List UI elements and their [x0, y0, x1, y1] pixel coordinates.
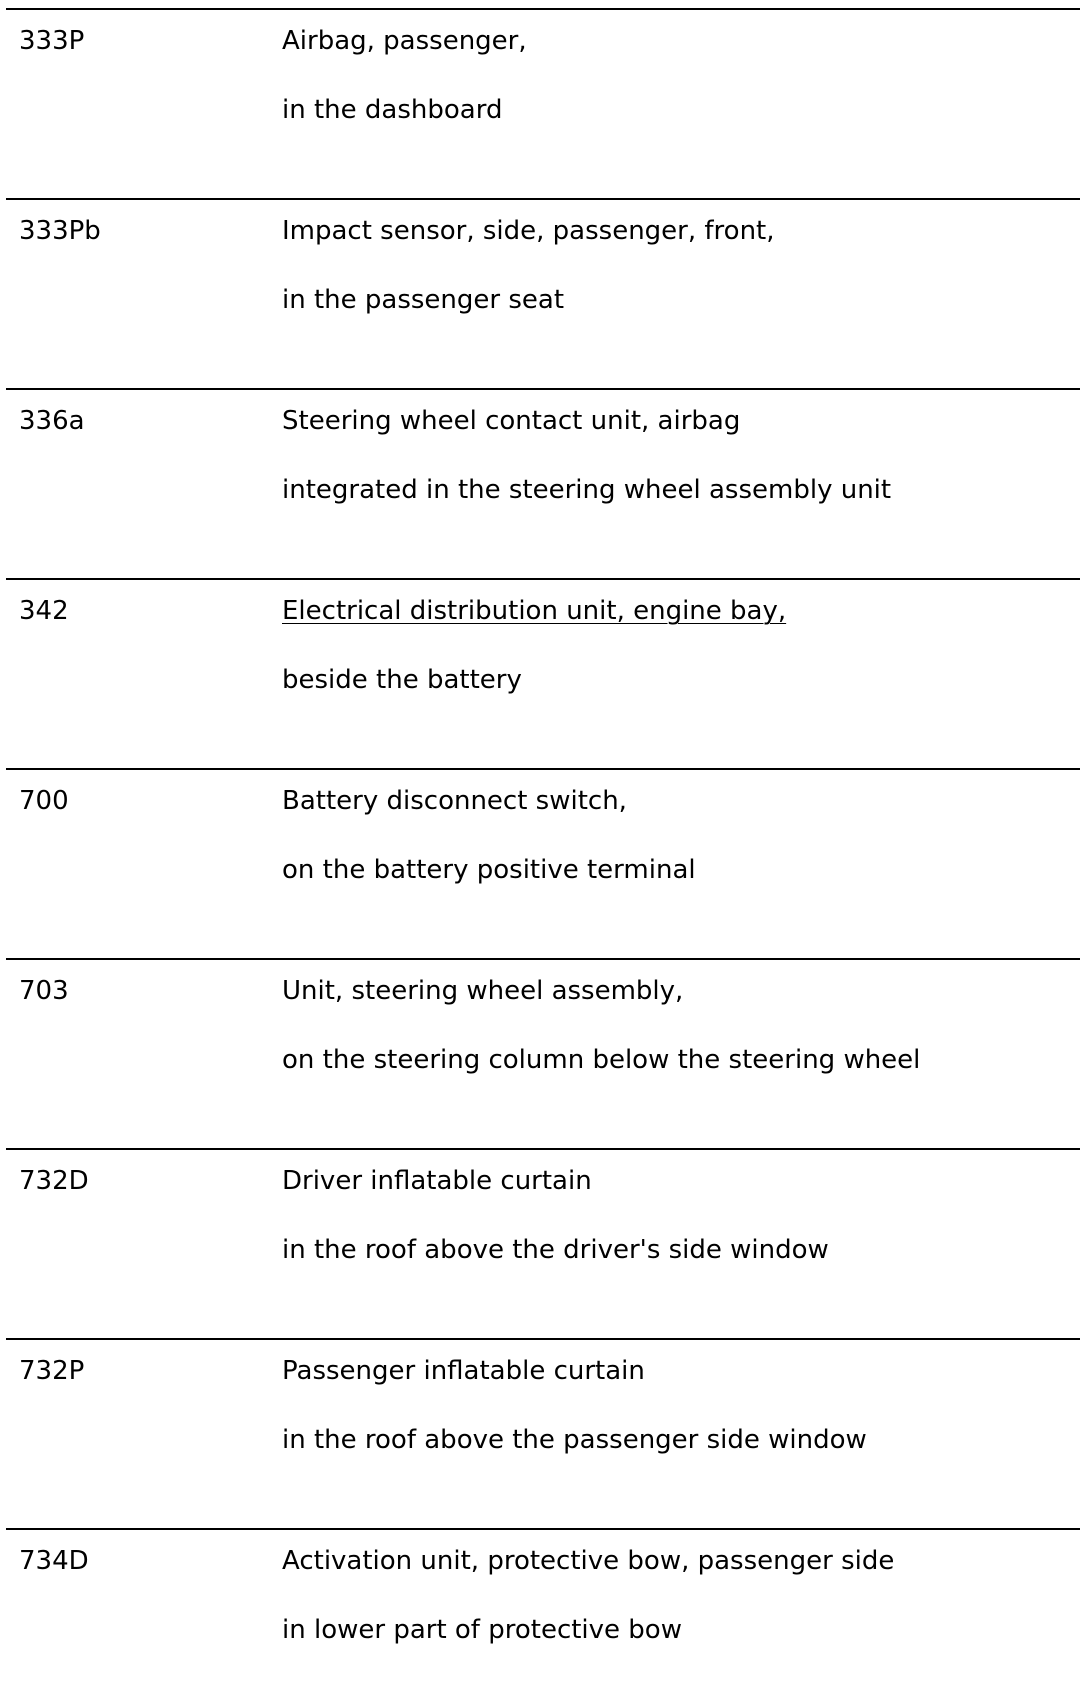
table-row [6, 8, 1080, 200]
component-location: on the steering column below the steering wheel [282, 1045, 921, 1075]
component-description: Steering wheel contact unit, airbag [282, 406, 741, 436]
table-row [6, 1148, 1080, 1340]
component-description: Electrical distribution unit, engine bay, [282, 596, 787, 626]
component-description: Driver inflatable curtain [282, 1166, 592, 1196]
table-row [6, 198, 1080, 390]
component-code: 732D [19, 1166, 89, 1196]
component-location: in the passenger seat [282, 285, 565, 315]
table-row [6, 768, 1080, 960]
component-location: in the roof above the driver's side window [282, 1235, 829, 1265]
table-row [6, 388, 1080, 580]
table-row [6, 578, 1080, 770]
component-description: Impact sensor, side, passenger, front, [282, 216, 775, 246]
component-description: Battery disconnect switch, [282, 786, 627, 816]
table-row [6, 1338, 1080, 1530]
component-location: on the battery positive terminal [282, 855, 696, 885]
component-description: Airbag, passenger, [282, 26, 527, 56]
table-row [6, 1528, 1080, 1688]
component-code: 732P [19, 1356, 85, 1386]
component-code: 734D [19, 1546, 89, 1576]
component-code: 342 [19, 596, 69, 626]
component-description: Activation unit, protective bow, passenger side [282, 1546, 895, 1576]
component-code: 700 [19, 786, 69, 816]
component-code: 333P [19, 26, 85, 56]
component-location: in the roof above the passenger side window [282, 1425, 867, 1455]
component-code: 703 [19, 976, 69, 1006]
component-location: beside the battery [282, 665, 522, 695]
component-description: Passenger inflatable curtain [282, 1356, 645, 1386]
component-code: 333Pb [19, 216, 101, 246]
table-row [6, 958, 1080, 1150]
component-description: Unit, steering wheel assembly, [282, 976, 684, 1006]
component-code: 336a [19, 406, 85, 436]
component-location: integrated in the steering wheel assembly unit [282, 475, 892, 505]
component-location: in lower part of protective bow [282, 1615, 682, 1645]
component-location: in the dashboard [282, 95, 503, 125]
